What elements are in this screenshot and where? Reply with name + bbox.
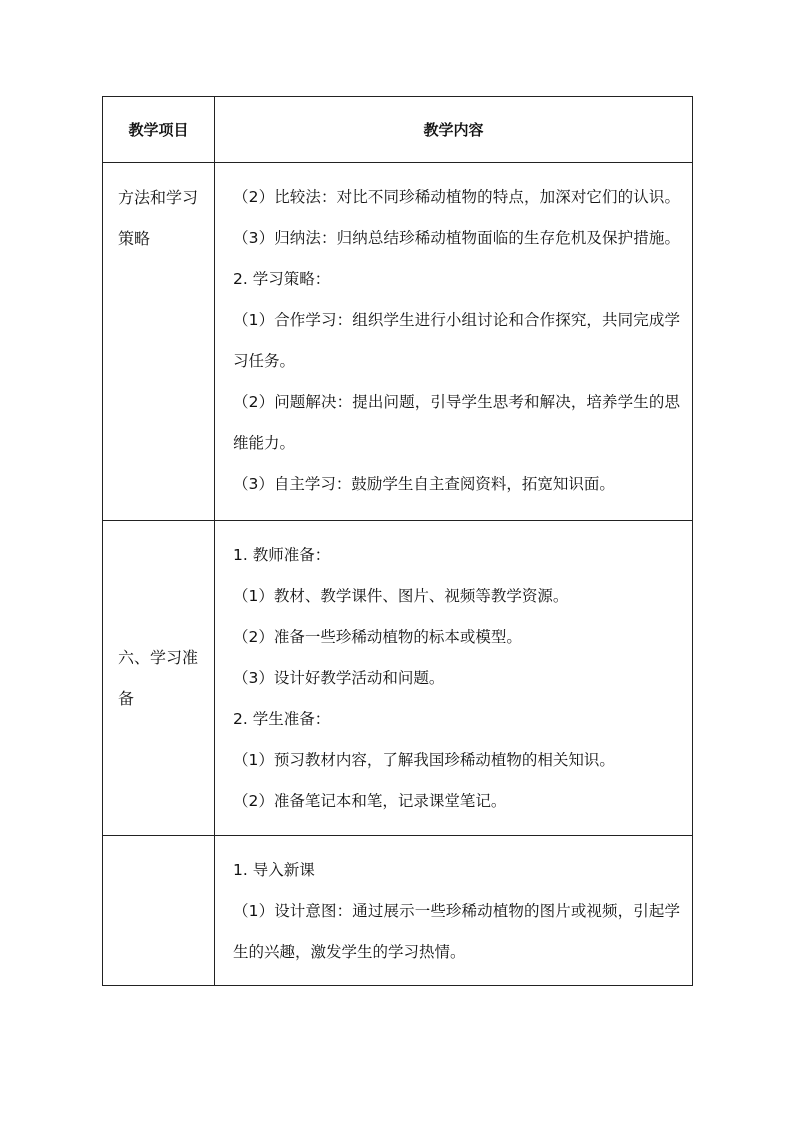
- row-label-methods-strategies: 方法和学习策略: [103, 163, 215, 521]
- content-paragraph: （2）比较法：对比不同珍稀动植物的特点，加深对它们的认识。（3）归纳法：归纳总结珍稀动植物面临的生存危机及保护措施。2. 学习策略：: [233, 188, 680, 288]
- table-row: [103, 521, 693, 836]
- content-paragraph: （1）教材、教学课件、图片、视频等教学资源。: [233, 587, 569, 605]
- content-paragraph: （1）设计意图：通过展示一些珍稀动植物的图片或视频，引起学生的兴趣，激发学生的学习热情。: [233, 902, 680, 961]
- row-label-empty: [103, 836, 215, 986]
- content-paragraph: （3）自主学习：鼓励学生自主查阅资料，拓宽知识面。: [233, 475, 615, 493]
- content-paragraph: （1）预习教材内容，了解我国珍稀动植物的相关知识。: [233, 751, 615, 769]
- row-content-introduction: [215, 836, 693, 986]
- header-teaching-content: 教学内容: [215, 97, 693, 163]
- lesson-plan-table: [102, 96, 693, 986]
- table-header-row: [103, 97, 693, 163]
- table-row: [103, 163, 693, 521]
- content-paragraph: 2. 学生准备：: [233, 710, 331, 728]
- row-content-methods-strategies: [215, 163, 693, 521]
- header-teaching-item: 教学项目: [103, 97, 215, 163]
- table-row: [103, 836, 693, 986]
- content-paragraph: （2）问题解决：提出问题，引导学生思考和解决，培养学生的思维能力。: [233, 393, 680, 452]
- content-paragraph: （2）准备一些珍稀动植物的标本或模型。: [233, 628, 522, 646]
- content-paragraph: （3）设计好教学活动和问题。: [233, 669, 445, 687]
- content-paragraph: 1. 教师准备：: [233, 546, 331, 564]
- content-paragraph: （2）准备笔记本和笔，记录课堂笔记。: [233, 792, 507, 810]
- content-paragraph: （1）合作学习：组织学生进行小组讨论和合作探究，共同完成学习任务。: [233, 311, 680, 370]
- row-content-learning-preparation: [215, 521, 693, 836]
- content-paragraph: 1. 导入新课: [233, 861, 315, 879]
- row-label-learning-preparation: 六、学习准备: [103, 521, 215, 836]
